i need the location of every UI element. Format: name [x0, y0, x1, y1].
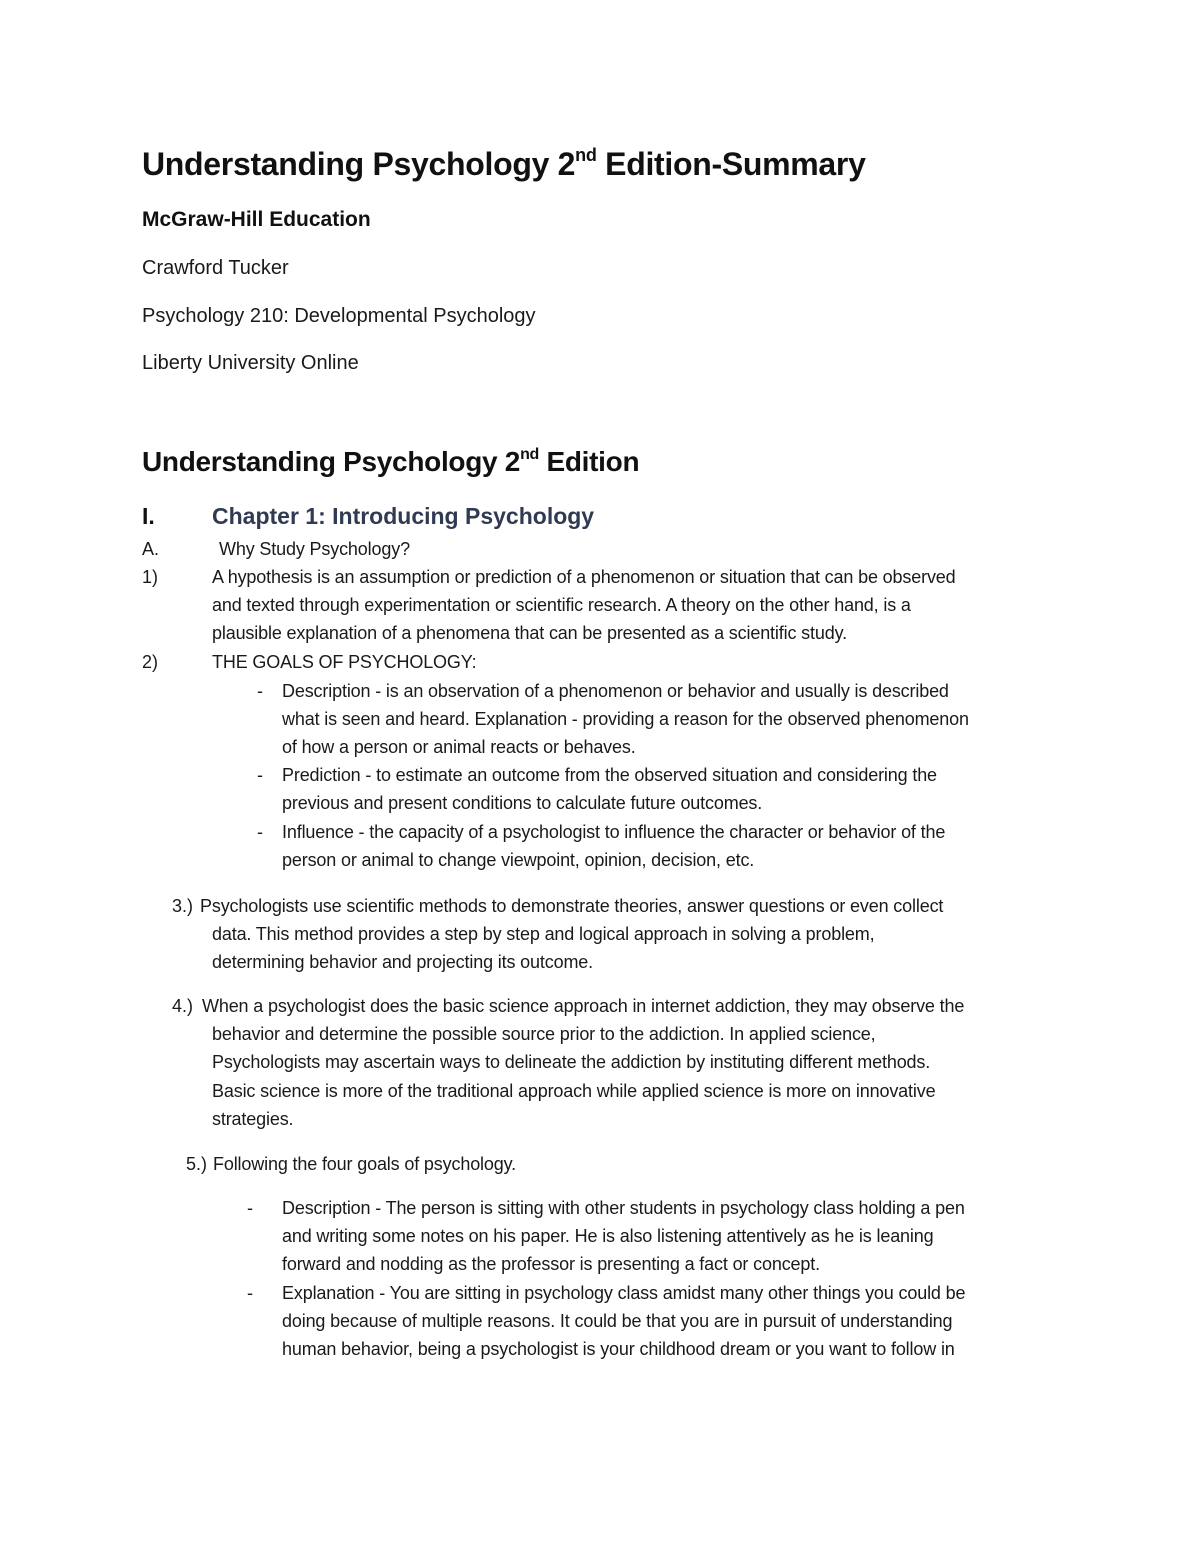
- item2-marker: 2): [142, 652, 159, 672]
- item4-line: Psychologists may ascertain ways to delineate the addiction by instituting different methods.: [212, 1052, 931, 1072]
- bullet-line: Description - is an observation of a phenomenon or behavior and usually is described: [282, 681, 949, 701]
- chapter-number: I.: [142, 503, 155, 529]
- item4-marker: 4.): [172, 996, 194, 1016]
- title-superscript: nd: [575, 145, 597, 165]
- section-title-main: Understanding Psychology 2: [142, 446, 521, 477]
- item4-line: strategies.: [212, 1109, 294, 1129]
- item1-line: A hypothesis is an assumption or prediction of a phenomenon or situation that can be observed: [212, 567, 956, 587]
- bullet-line: doing because of multiple reasons. It could be that you are in pursuit of understanding: [282, 1311, 953, 1331]
- sub-a-text: Why Study Psychology?: [219, 539, 410, 559]
- item3-line: Psychologists use scientific methods to demonstrate theories, answer questions or even collect: [200, 896, 944, 916]
- bullet-line: person or animal to change viewpoint, opinion, decision, etc.: [282, 850, 755, 870]
- section-title-rest: Edition: [539, 446, 640, 477]
- document-title: [142, 146, 866, 183]
- bullet-line: and writing some notes on his paper. He is also listening attentively as he is leaning: [282, 1226, 934, 1246]
- chapter-title: Chapter 1: Introducing Psychology: [212, 503, 595, 529]
- item1-marker: 1): [142, 567, 159, 587]
- bullet-line: Description - The person is sitting with other students in psychology class holding a pen: [282, 1198, 965, 1218]
- course: Psychology 210: Developmental Psychology: [142, 305, 536, 327]
- item1-line: plausible explanation of a phenomena that can be presented as a scientific study.: [212, 623, 847, 643]
- bullet-line: Prediction - to estimate an outcome from the observed situation and considering the: [282, 765, 937, 785]
- section-title-superscript: nd: [520, 446, 540, 463]
- bullet-line: of how a person or animal reacts or behaves.: [282, 737, 636, 757]
- item4-line: behavior and determine the possible source prior to the addiction. In applied science,: [212, 1024, 876, 1044]
- bullet-line: Influence - the capacity of a psychologist to influence the character or behavior of the: [282, 822, 946, 842]
- item2-text: THE GOALS OF PSYCHOLOGY:: [212, 652, 477, 672]
- school: Liberty University Online: [142, 352, 359, 374]
- item4-line: When a psychologist does the basic science approach in internet addiction, they may observe the: [202, 996, 965, 1016]
- publisher: McGraw-Hill Education: [142, 208, 371, 231]
- bullet-dash: -: [247, 1283, 253, 1303]
- bullet-line: previous and present conditions to calculate future outcomes.: [282, 793, 763, 813]
- sub-a-marker: A.: [142, 539, 160, 559]
- item3-marker: 3.): [172, 896, 194, 916]
- item3-line: determining behavior and projecting its outcome.: [212, 952, 594, 972]
- item5-text: Following the four goals of psychology.: [213, 1154, 516, 1174]
- bullet-dash: -: [257, 681, 263, 701]
- item4-line: Basic science is more of the traditional approach while applied science is more on innovative: [212, 1081, 936, 1101]
- section-heading: [142, 446, 639, 478]
- bullet-dash: -: [247, 1198, 253, 1218]
- bullet-line: what is seen and heard. Explanation - providing a reason for the observed phenomenon: [282, 709, 969, 729]
- item5-marker: 5.): [186, 1154, 208, 1174]
- title-rest: Edition-Summary: [596, 146, 866, 182]
- bullet-line: human behavior, being a psychologist is your childhood dream or you want to follow in: [282, 1339, 955, 1359]
- bullet-line: forward and nodding as the professor is presenting a fact or concept.: [282, 1254, 820, 1274]
- bullet-line: Explanation - You are sitting in psychology class amidst many other things you could be: [282, 1283, 966, 1303]
- item3-line: data. This method provides a step by step and logical approach in solving a problem,: [212, 924, 875, 944]
- chapter-heading: [142, 503, 594, 530]
- bullet-dash: -: [257, 822, 263, 842]
- title-main: Understanding Psychology 2: [142, 146, 576, 182]
- bullet-dash: -: [257, 765, 263, 785]
- author: Crawford Tucker: [142, 257, 289, 279]
- item1-line: and texted through experimentation or scientific research. A theory on the other hand, is a: [212, 595, 911, 615]
